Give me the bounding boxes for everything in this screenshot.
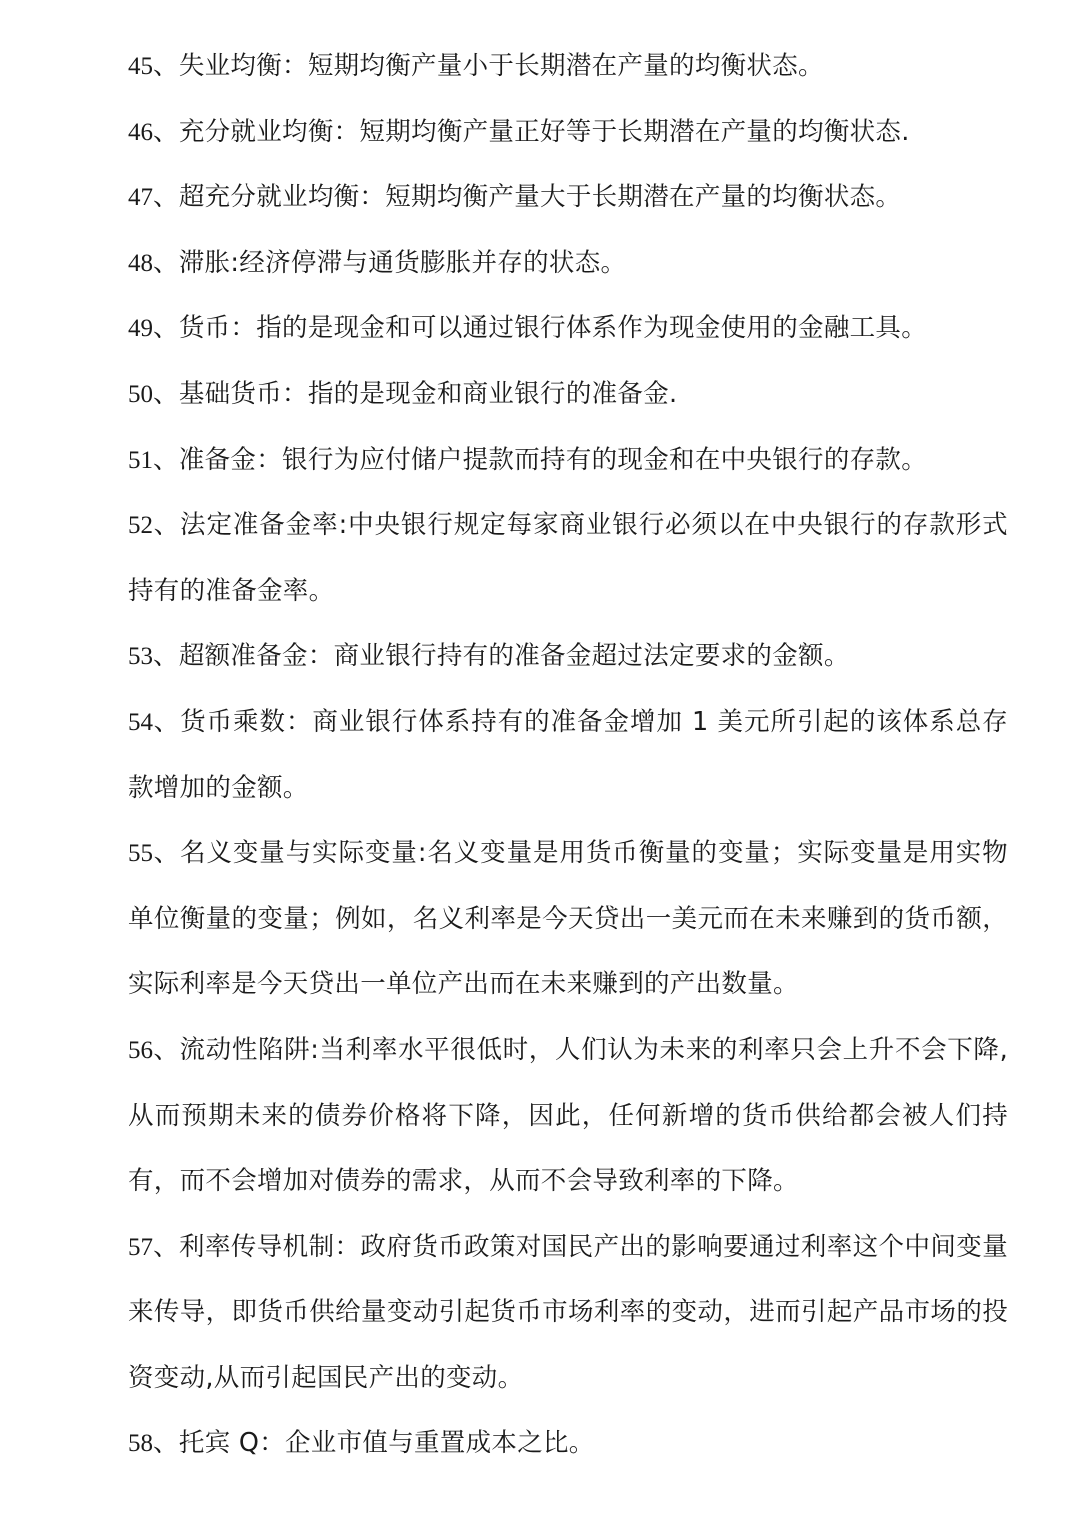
item-text: 流动性陷阱:当利率水平很低时，人们认为未来的利率只会上升不会下降,从而预期未来的债券价格将下降，因此，任何新增的货币供给都会被人们持有，而不会增加对债券的需求，从而不会导致利率的下降。 [128, 1034, 1008, 1197]
definition-item [128, 1018, 1008, 1215]
item-text: 货币：指的是现金和可以通过银行体系作为现金使用的金融工具。 [178, 313, 928, 344]
item-number: 49 [128, 315, 153, 343]
item-text: 失业均衡：短期均衡产量小于长期潜在产量的均衡状态。 [178, 51, 824, 81]
definition-item [128, 1411, 1008, 1477]
item-separator: 、 [153, 1428, 179, 1459]
item-number: 53 [128, 643, 153, 671]
item-separator: 、 [153, 706, 181, 737]
definition-item [128, 428, 1008, 494]
item-separator: 、 [153, 378, 179, 409]
item-separator: 、 [153, 182, 179, 213]
item-separator: 、 [153, 51, 179, 81]
item-number: 57 [128, 1233, 153, 1261]
item-text: 超充分就业均衡：短期均衡产量大于长期潜在产量的均衡状态。 [178, 182, 902, 213]
item-number: 55 [128, 840, 153, 868]
definition-item [128, 493, 1008, 624]
item-separator: 、 [153, 444, 179, 475]
item-number: 50 [128, 380, 153, 408]
item-number: 54 [128, 708, 153, 736]
item-number: 48 [128, 249, 153, 277]
item-separator: 、 [153, 641, 179, 672]
item-separator: 、 [153, 1034, 180, 1065]
item-number: 45 [128, 53, 153, 80]
definition-item [128, 165, 1008, 231]
item-number: 47 [128, 184, 153, 212]
item-text: 充分就业均衡：短期均衡产量正好等于长期潜在产量的均衡状态. [178, 116, 910, 147]
definition-item [128, 100, 1008, 166]
item-number: 58 [128, 1430, 153, 1458]
definition-item [128, 34, 1008, 100]
definition-item [128, 690, 1008, 821]
item-number: 51 [128, 446, 153, 474]
definition-list [128, 34, 1008, 1477]
item-text: 超额准备金：商业银行持有的准备金超过法定要求的金额。 [178, 641, 850, 672]
item-number: 52 [128, 512, 153, 540]
item-text: 货币乘数：商业银行体系持有的准备金增加 1 美元所引起的该体系总存款增加的金额。 [128, 706, 1008, 803]
definition-item [128, 362, 1008, 428]
item-text: 法定准备金率:中央银行规定每家商业银行必须以在中央银行的存款形式持有的准备金率。 [128, 510, 1008, 606]
definition-item [128, 821, 1008, 1018]
item-number: 56 [128, 1036, 153, 1064]
item-text: 基础货币：指的是现金和商业银行的准备金. [178, 378, 678, 409]
item-separator: 、 [153, 116, 179, 147]
item-text: 滞胀:经济停滞与通货膨胀并存的状态。 [178, 247, 627, 278]
definition-item [128, 624, 1008, 690]
item-separator: 、 [153, 1231, 180, 1262]
item-separator: 、 [153, 313, 179, 344]
item-text: 托宾 Q：企业市值与重置成本之比。 [178, 1428, 595, 1459]
item-text: 利率传导机制：政府货币政策对国民产出的影响要通过利率这个中间变量来传导，即货币供给量变动引起货币市场利率的变动，进而引起产品市场的投资变动,从而引起国民产出的变动。 [128, 1231, 1008, 1393]
item-text: 名义变量与实际变量:名义变量是用货币衡量的变量；实际变量是用实物单位衡量的变量；例如，名义利率是今天贷出一美元而在未来赚到的货币额，实际利率是今天贷出一单位产出而在未来赚到的产出数量。 [128, 838, 1008, 1000]
definition-item [128, 1215, 1008, 1412]
item-separator: 、 [153, 838, 181, 869]
item-separator: 、 [153, 247, 179, 278]
item-number: 46 [128, 118, 153, 146]
definition-item [128, 231, 1008, 297]
item-text: 准备金：银行为应付储户提款而持有的现金和在中央银行的存款。 [178, 444, 928, 475]
definition-item [128, 296, 1008, 362]
item-separator: 、 [153, 510, 181, 541]
